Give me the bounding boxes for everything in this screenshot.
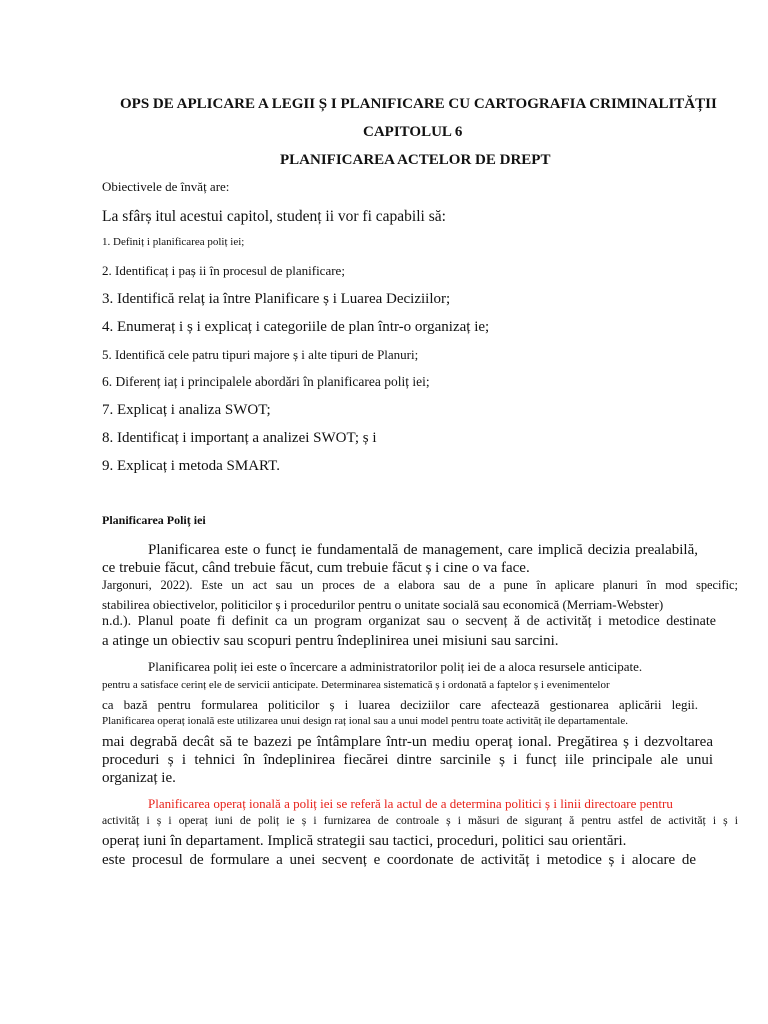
paragraph-line: este procesul de formulare a unei secvenț e coordonate de activităț i metodice ș i alocare de xyxy=(102,852,696,868)
paragraph-line: organizaț ie. xyxy=(102,770,176,786)
paragraph-line: Jargonuri, 2022). Este un act sau un proces de a elabora sau de a pune în aplicare planuri în mod specific; xyxy=(102,578,738,592)
paragraph-line: stabilirea obiectivelor, politicilor ș i procedurilor pentru o unitate socială sau economică (Merriam-Webster) xyxy=(102,597,664,612)
paragraph-line: proceduri ș i tehnici în îndeplinirea fiecărei dintre sarcinile ș i funcț iile principale ale unui xyxy=(102,752,713,768)
paragraph-line: pentru a satisface cerinț ele de servicii anticipate. Determinarea sistematică ș i ordonată a faptelor ș i evenimentelor xyxy=(102,679,610,691)
objectives-label: Obiectivele de învăț are: xyxy=(102,179,230,194)
paragraph-line: ce trebuie făcut, când trebuie făcut, cum trebuie făcut ș i cine o va face. xyxy=(102,560,530,576)
section-heading: Planificarea Poliț iei xyxy=(102,513,206,527)
paragraph-line: Planificarea este o funcț ie fundamentală de management, care implică decizia prealabilă, xyxy=(148,542,698,558)
objective-item: 4. Enumeraț i ș i explicaț i categoriile de plan într-o organizaț ie; xyxy=(102,319,490,335)
objective-item: 7. Explicaț i analiza SWOT; xyxy=(102,402,271,418)
objective-item: 1. Definiț i planificarea poliț iei; xyxy=(102,236,245,248)
highlighted-paragraph-line: Planificarea operaț ională a poliț iei se referă la actul de a determina politici ș i linii directoare pentru xyxy=(148,796,673,811)
paragraph-line: operaț iuni în departament. Implică strategii sau tactici, proceduri, politici sau orientări. xyxy=(102,833,627,849)
objective-item: 2. Identificaț i paș ii în procesul de planificare; xyxy=(102,263,345,278)
paragraph-line: Planificarea operaț ională este utilizarea unui design raț ional sau a unui model pentru toate activităț ile departamentale. xyxy=(102,715,628,727)
paragraph-line: ca bază pentru formularea politicilor ș i luarea deciziilor care afectează gestionarea aplicării legii. xyxy=(102,697,698,712)
chapter-title: PLANIFICAREA ACTELOR DE DREPT xyxy=(280,152,551,168)
objective-item: 3. Identifică relaț ia între Planificare ș i Luarea Deciziilor; xyxy=(102,291,451,307)
objective-item: 9. Explicaț i metoda SMART. xyxy=(102,458,280,474)
paragraph-line: n.d.). Planul poate fi definit ca un program organizat sau o secvenț ă de activităț i metodice destinate xyxy=(102,614,716,629)
objectives-intro: La sfârș itul acestui capitol, studenț ii vor fi capabili să: xyxy=(102,208,446,225)
chapter-label: CAPITOLUL 6 xyxy=(363,124,463,140)
paragraph-line: a atinge un obiectiv sau scopuri pentru îndeplinirea unei misiuni sau sarcini. xyxy=(102,633,559,649)
document-title: OPS DE APLICARE A LEGII Ș I PLANIFICARE CU CARTOGRAFIA CRIMINALITĂȚII xyxy=(120,96,717,112)
paragraph-line: Planificarea poliț iei este o încercare a administratorilor poliț iei de a aloca resursele anticipate. xyxy=(148,659,643,674)
paragraph-line: mai degrabă decât să te bazezi pe întâmplare într-un mediu operaț ional. Pregătirea ș i dezvoltarea xyxy=(102,734,713,750)
objective-item: 6. Diferenț iaț i principalele abordări în planificarea poliț iei; xyxy=(102,374,430,389)
paragraph-line: activităț i ș i operaț iuni de poliț ie ș i furnizarea de controale ș i măsuri de siguranț ă pentru astfel de activităț i ș i xyxy=(102,814,738,827)
objective-item: 5. Identifică cele patru tipuri majore ș i alte tipuri de Planuri; xyxy=(102,347,419,362)
objective-item: 8. Identificaț i importanț a analizei SWOT; ș i xyxy=(102,430,377,446)
